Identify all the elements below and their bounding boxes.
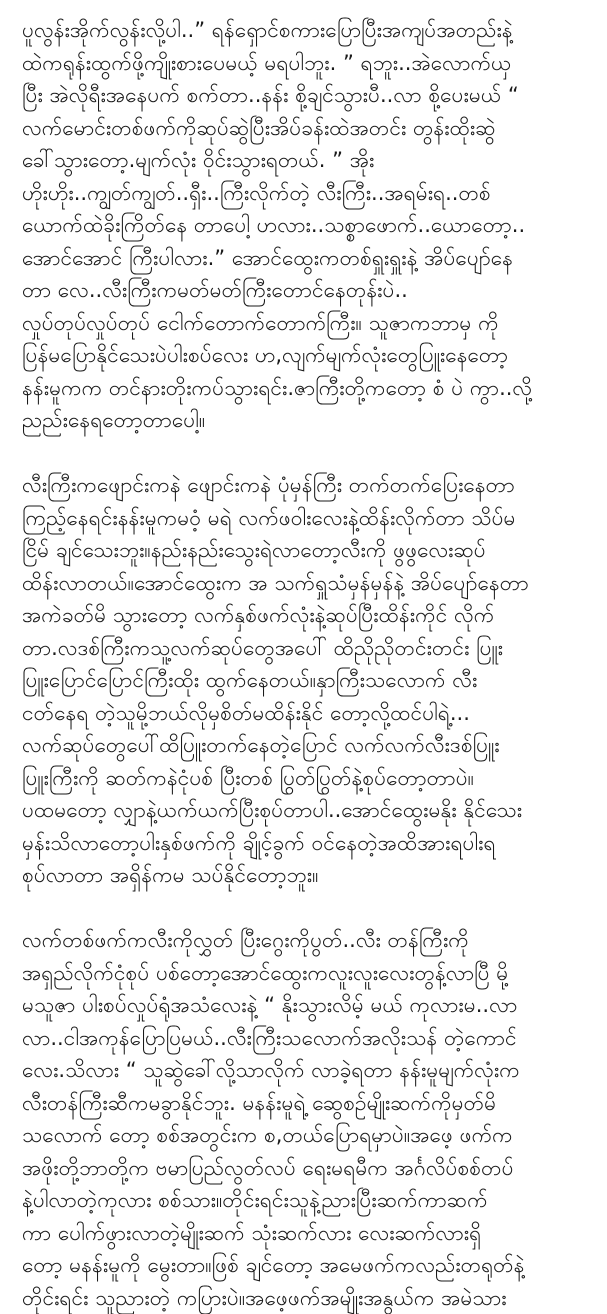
paragraph-3: လက်တစ်ဖက်ကလီးကိုလွှတ် ပြီးဂွေးကိုပွတ်..လီး တန်ကြီးကို အရှည်လိုက်ငုံစုပ် ပစ်တော့အောင်ထွေးကလူးလူးလေးတွန့်လာပြီ မို့ မသူဇာ ပါးစပ်လှုပ်ရုံအသံလေးနဲ့ “ နိုးသွားလိမ့် မယ် ကုလားမ..လာ လာ..ငါအကုန်ပြောပြမယ်..လီးကြီးသလောက်အလိုးသန် တဲ့ကောင် လေး.သိလား “ သူဆွဲခေါ်လို့သာလိုက် လာခဲ့ရတာ နန်းမူမျက်လုံးက လီးတန်ကြီးဆီကမခွာနိုင်ဘူး. မနန်းမူရဲ့ ဆွေစဉ်မျိုးဆက်ကိုမှတ်မိ သလောက် တော့ စစ်အတွင်းက စ,တယ်ပြောရမှာပဲ။အဖေ့ ဖက်က အဖိုးတို့ဘာတို့က ဗမာပြည်လွတ်လပ် ရေးမရမီက အင်္ဂလိပ်စစ်တပ် နဲ့ပါလာတဲ့ကုလား စစ်သား။တိုင်းရင်းသူနဲ့ညားပြီးဆက်ကာဆက် ကာ ပေါက်ဖွားလာတဲ့မျိုးဆက် သုံးဆက်လား လေးဆက်လားရှိ တော့ မနန်းမူကို မွေးတာ။ဖြစ် ချင်တော့ အမေဖက်ကလည်းတရုတ်နဲ့ တိုင်းရင်း သူညားတဲ့ ကပြားပဲ။အဖေ့ဖက်အမျိုးအနွယ်က အမဲသား	[22, 928, 525, 1310]
paragraph-2: လီးကြီးကဖျောင်းကနဲ ဖျောင်းကနဲ ပုံမှန်ကြီး တက်တက်ပြေးနေတာ ကြည့်နေရင်းနန်းမူကမဝံ့ မရဲ လက်ဖဝါးလေးနဲ့ထိန်းလိုက်တာ သိပ်မ ငြိမ် ချင်သေးဘူး။နည်းနည်းသွေးရဲလာတော့လီးကို ဖွဖွလေးဆုပ် ထိန်းလာတယ်။အောင်ထွေးက အ သက်ရှူသံမှန်မှန်နဲ့ အိပ်ပျော်နေတာ အကဲခတ်မိ သွားတော့ လက်နှစ်ဖက်လုံးနဲ့ဆုပ်ပြီးထိန်းကိုင် လိုက် တာ.လဒစ်ကြီးကသူ့လက်ဆုပ်တွေအပေါ် ထိညိုညိုတင်းတင်း ပြူး ပြူးပြောင်ပြောင်ကြီးထိုး ထွက်နေတယ်။နှာကြီးသလောက် လီး ငတ်နေရ တဲ့သူမို့ဘယ်လိုမှစိတ်မထိန်းနိုင် တော့လို့ထင်ပါရဲ့... လက်ဆုပ်တွေပေါ်ထိပြူးတက်နေတဲ့ပြောင် လက်လက်လီးဒစ်ပြူး ပြူးကြီးကို ဆတ်ကနဲငုံပစ် ပြီးတစ် ပြွတ်ပြွတ်နဲ့စုပ်တော့တာပဲ။ ပထမတော့ လျှာနဲ့ယက်ယက်ပြီးစုပ်တာပါ..အောင်ထွေးမနိုး နိုင်သေး မှန်းသိလာတော့ပါးနှစ်ဖက်ကို ချိုင့်ခွက် ဝင်နေတဲ့အထိအားရပါးရ စုပ်လာတာ အရှိန်ကမ သပ်နိုင်တော့ဘူး။	[22, 473, 529, 887]
paragraph-1: ပူလွန်းအိုက်လွန်းလို့ပါ..” ရန်ရှောင်စကားပြောပြီးအကျပ်အတည်းနဲ့ ထဲကရုန်းထွက်ဖို့ကျိုးစားပေမယ့် မရပါဘူး. ” ရဘူး..အဲလောက်ယှ ပြီး အဲလိုရီးအနေပက် စက်တာ..နန်း စို့ချင်သွားပီ..လာ စို့ပေးမယ် “ လက်မောင်းတစ်ဖက်ကိုဆုပ်ဆွဲပြီးအိပ်ခန်းထဲအတင်း တွန်းထိုးဆွဲ ခေါ်သွားတော့.မျက်လုံး ဝိုင်းသွားရတယ်. ” အိုး ဟိုးဟိုး..ကျွတ်ကျွတ်..ရှီး..ကြီးလိုက်တဲ့ လီးကြီး..အရမ်းရ..တစ် ယောက်ထဲခိုးကြိတ်နေ တာပေါ့ ဟလား..သစ္စာဖောက်..ယောတော့.. အောင်အောင် ကြီးပါလား.” အောင်ထွေးကတစ်ရှူးရှူးနဲ့ အိပ်ပျော်နေ တာ လေ..လီးကြီးကမတ်မတ်ကြီးတောင်နေတုန်းပဲ.. လှုပ်တုပ်လှုပ်တုပ် ငေါက်တောက်တောက်ကြီး။ သူဇာကဘာမှ ကို ပြန်မပြောနိုင်သေးပဲပါးစပ်လေး ဟ,လျက်မျက်လုံးတွေပြူးနေတော့ နန်းမူကက တင်နားတိုးကပ်သွားရင်း.ဇာကြီးတို့ကတော့ စံ ပဲ ကွာ..လို့ ညည်းနေရတော့တာပေါ့။	[22, 18, 533, 432]
